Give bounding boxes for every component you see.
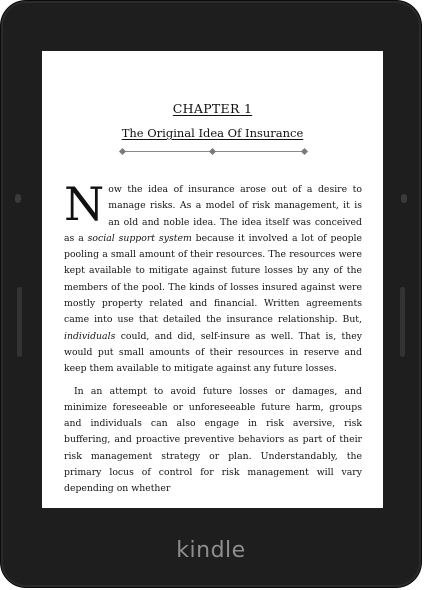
ornament-diamond-left <box>119 148 126 155</box>
chapter-heading <box>42 101 383 140</box>
left-sensor-dot <box>15 194 21 203</box>
ornament-diamond-center <box>209 148 216 155</box>
paragraph-1-text-a: ow the idea of insurance arose out of a desire to manage risks. As a model of risk management, it is an old and noble idea. The idea itself was conceived as a <box>64 184 362 244</box>
paragraph-1-text-b: because it involved a lot of people pooling a small amount of their resources. The resources were kept available to mitigate against future losses by any of the members of the pool. The kinds of losses insured against were mostly property related and financial. Written agreements came into use that detailed the insurance relationship. But, <box>64 232 362 326</box>
paragraph-1 <box>64 177 362 378</box>
right-page-turn-button[interactable] <box>400 287 405 357</box>
chapter-number: CHAPTER 1 <box>172 101 253 116</box>
chapter-title: The Original Idea Of Insurance <box>121 126 304 140</box>
paragraph-1-emphasis-a: social support system <box>87 232 192 244</box>
reading-screen[interactable] <box>42 51 383 508</box>
right-sensor-dot <box>401 194 407 203</box>
paragraph-1-text-c: could, and did, self-insure as well. That is, they would put small amounts of their resources in reserve and keep them available to mitigate against any future losses. <box>64 330 362 375</box>
ornament-diamond-right <box>301 148 308 155</box>
left-page-turn-button[interactable] <box>17 287 22 357</box>
paragraph-1-emphasis-b: individuals <box>64 330 116 342</box>
book-text[interactable] <box>64 177 362 498</box>
kindle-logo: kindle <box>176 538 246 563</box>
paragraph-2: In an attempt to avoid future losses or damages, and minimize foreseeable or unforeseeable future harm, groups and individuals can also engage in risk aversive, risk buffering, and proactive preventive behaviors as part of their risk management strategy or plan. Understandably, the primary locus of control for risk management will vary depending on whether <box>64 385 362 495</box>
ornament-divider <box>120 147 307 157</box>
drop-cap: N <box>64 177 105 231</box>
